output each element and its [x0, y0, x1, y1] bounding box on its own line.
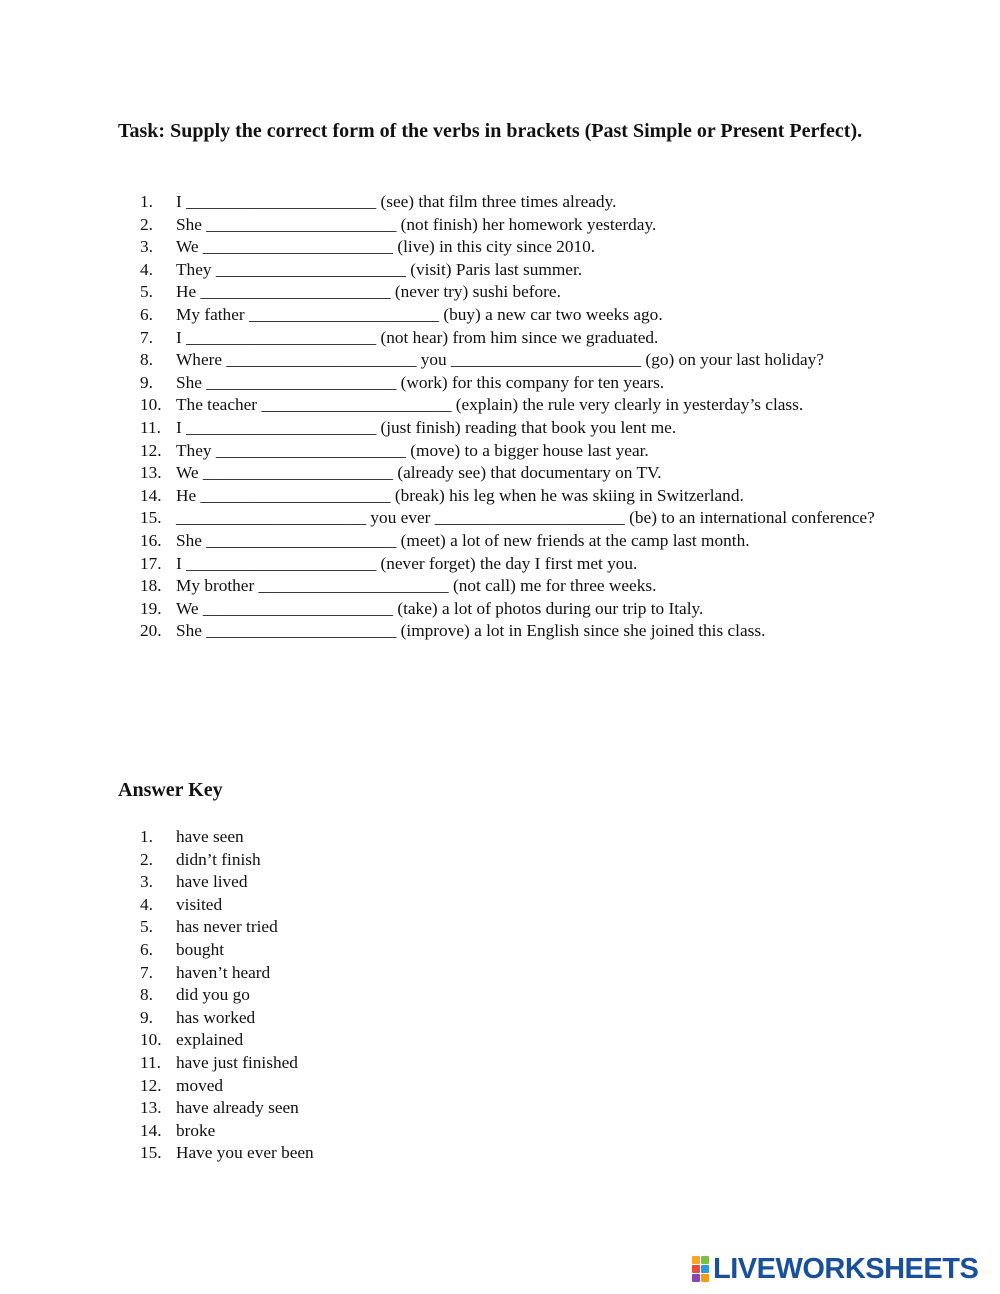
question-number: 4.	[140, 259, 153, 279]
question-text: He ______________________ (break) his leg when he was skiing in Switzerland.	[176, 485, 744, 505]
question-text: They ______________________ (move) to a bigger house last year.	[176, 440, 649, 460]
answer-text: bought	[176, 939, 225, 959]
answer-item	[140, 894, 314, 917]
question-item	[140, 507, 880, 530]
question-text: They ______________________ (visit) Paris last summer.	[176, 259, 583, 279]
question-item	[140, 327, 880, 350]
answer-number: 12.	[140, 1075, 162, 1095]
task-title: Task: Supply the correct form of the verbs in brackets (Past Simple or Present Perfect).	[118, 120, 863, 142]
question-item	[140, 214, 880, 237]
question-text: We ______________________ (take) a lot of photos during our trip to Italy.	[176, 598, 704, 618]
question-text: I ______________________ (not hear) from him since we graduated.	[176, 327, 659, 347]
question-number: 1.	[140, 192, 153, 211]
question-item	[140, 530, 880, 553]
question-text: The teacher ______________________ (explain) the rule very clearly in yesterday’s class.	[176, 395, 804, 415]
answer-number: 4.	[140, 894, 153, 914]
question-text: She ______________________ (improve) a lot in English since she joined this class.	[176, 621, 766, 641]
question-number: 6.	[140, 304, 153, 324]
question-list	[140, 191, 880, 643]
answer-text: Have you ever been	[176, 1143, 314, 1163]
question-item	[140, 349, 880, 372]
question-number: 8.	[140, 350, 153, 370]
question-number: 3.	[140, 237, 153, 257]
answer-item	[140, 1097, 314, 1120]
question-item	[140, 236, 880, 259]
answer-number: 3.	[140, 872, 153, 892]
answer-item	[140, 1029, 314, 1052]
answer-text: have seen	[176, 827, 244, 846]
answer-item	[140, 1007, 314, 1030]
question-number: 19.	[140, 598, 162, 618]
question-text: He ______________________ (never try) sushi before.	[176, 282, 561, 302]
question-number: 12.	[140, 440, 162, 460]
question-item	[140, 281, 880, 304]
answer-item	[140, 871, 314, 894]
question-item	[140, 598, 880, 621]
logo-square	[692, 1256, 700, 1264]
question-text: We ______________________ (already see) that documentary on TV.	[176, 463, 662, 483]
question-item	[140, 575, 880, 598]
answer-text: has worked	[176, 1007, 256, 1027]
answer-number: 15.	[140, 1143, 162, 1163]
question-item	[140, 440, 880, 463]
question-item	[140, 620, 880, 643]
answer-item	[140, 849, 314, 872]
answer-item	[140, 1142, 314, 1165]
answer-number: 2.	[140, 849, 153, 869]
answer-key-title: Answer Key	[118, 779, 223, 801]
answer-text: haven’t heard	[176, 962, 271, 982]
answer-item	[140, 939, 314, 962]
question-number: 7.	[140, 327, 153, 347]
answer-text: moved	[176, 1075, 224, 1095]
answer-text: has never tried	[176, 917, 278, 937]
question-text: I ______________________ (never forget) the day I first met you.	[176, 553, 638, 573]
answer-number: 11.	[140, 1052, 161, 1072]
question-text: I ______________________ (see) that film three times already.	[176, 192, 617, 211]
question-number: 16.	[140, 530, 162, 550]
question-item	[140, 462, 880, 485]
answer-number: 14.	[140, 1120, 162, 1140]
answer-text: explained	[176, 1030, 244, 1050]
question-item	[140, 304, 880, 327]
question-number: 18.	[140, 576, 162, 596]
answer-item	[140, 916, 314, 939]
question-number: 9.	[140, 372, 153, 392]
question-item	[140, 394, 880, 417]
answer-text: have lived	[176, 872, 248, 892]
logo-square	[701, 1265, 709, 1273]
question-number: 2.	[140, 214, 153, 234]
question-item	[140, 485, 880, 508]
answer-text: did you go	[176, 985, 250, 1005]
question-item	[140, 259, 880, 282]
answer-number: 10.	[140, 1030, 162, 1050]
logo-square	[701, 1274, 709, 1282]
question-number: 11.	[140, 417, 161, 437]
question-text: I ______________________ (just finish) reading that book you lent me.	[176, 417, 677, 437]
logo-text: LIVEWORKSHEETS	[713, 1253, 979, 1285]
liveworksheets-logo-icon	[692, 1256, 709, 1282]
liveworksheets-logo[interactable]	[692, 1254, 978, 1284]
answer-text: have already seen	[176, 1098, 299, 1118]
logo-square	[692, 1274, 700, 1282]
question-text: She ______________________ (not finish) her homework yesterday.	[176, 214, 657, 234]
question-number: 17.	[140, 553, 162, 573]
question-number: 5.	[140, 282, 153, 302]
answer-item	[140, 962, 314, 985]
logo-square	[701, 1256, 709, 1264]
question-text: ______________________ you ever ______________________ (be) to an international conference?	[176, 508, 875, 528]
question-text: My father ______________________ (buy) a new car two weeks ago.	[176, 304, 663, 324]
question-number: 13.	[140, 463, 162, 483]
answer-text: visited	[176, 894, 223, 914]
answer-item	[140, 1120, 314, 1143]
answer-text: have just finished	[176, 1052, 298, 1072]
answer-item	[140, 1052, 314, 1075]
answer-list	[140, 826, 314, 1165]
answer-text: broke	[176, 1120, 216, 1140]
question-number: 14.	[140, 485, 162, 505]
logo-square	[692, 1265, 700, 1273]
question-text: She ______________________ (work) for this company for ten years.	[176, 372, 665, 392]
question-number: 20.	[140, 621, 162, 641]
question-number: 10.	[140, 395, 162, 415]
answer-number: 13.	[140, 1098, 162, 1118]
question-item	[140, 417, 880, 440]
answer-number: 8.	[140, 985, 153, 1005]
answer-number: 9.	[140, 1007, 153, 1027]
answer-number: 5.	[140, 917, 153, 937]
question-text: Where ______________________ you ______________________ (go) on your last holiday?	[176, 350, 824, 370]
question-item	[140, 553, 880, 576]
question-item	[140, 191, 880, 214]
answer-number: 6.	[140, 939, 153, 959]
question-item	[140, 372, 880, 395]
answer-number: 1.	[140, 827, 153, 846]
answer-text: didn’t finish	[176, 849, 261, 869]
answer-number: 7.	[140, 962, 153, 982]
answer-item	[140, 1075, 314, 1098]
answer-item	[140, 826, 314, 849]
question-text: She ______________________ (meet) a lot of new friends at the camp last month.	[176, 530, 750, 550]
answer-item	[140, 984, 314, 1007]
question-text: My brother ______________________ (not call) me for three weeks.	[176, 576, 657, 596]
question-text: We ______________________ (live) in this city since 2010.	[176, 237, 596, 257]
question-number: 15.	[140, 508, 162, 528]
